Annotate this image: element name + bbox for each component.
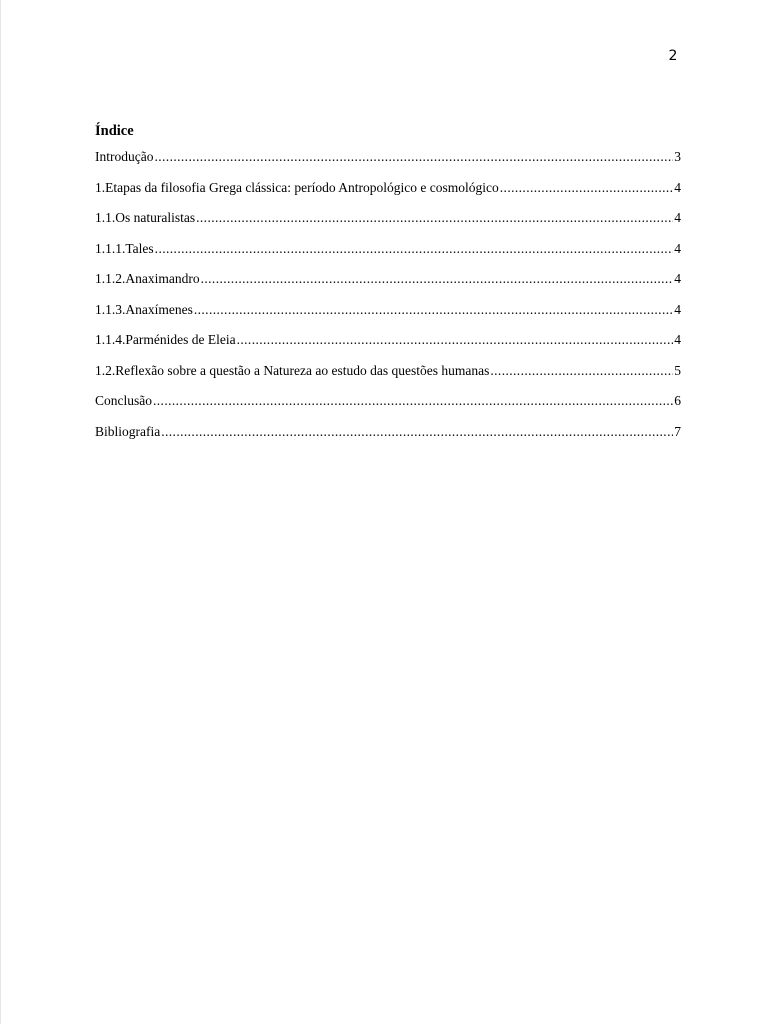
toc-entry[interactable] (95, 362, 681, 380)
dot-leader (500, 179, 673, 197)
toc-entry-title: 1.1.2.Anaximandro (95, 271, 200, 286)
dot-leader (155, 240, 674, 258)
toc-heading: Índice (95, 123, 134, 139)
dot-leader (237, 331, 674, 349)
toc-entry-page: 6 (674, 393, 681, 408)
toc-entry[interactable] (95, 270, 681, 288)
toc-entry-page: 4 (674, 179, 681, 195)
toc-entry-title: 1.2.Reflexão sobre a questão a Natureza ao estudo das questões humanas (95, 362, 490, 378)
toc-entry-title: 1.1.1.Tales (95, 240, 154, 256)
toc-entry-page: 5 (674, 362, 681, 378)
toc-entry-title: 1.1.3.Anaxímenes (95, 301, 193, 317)
toc-entry-page: 7 (674, 423, 681, 439)
toc-entry-page: 4 (674, 240, 681, 256)
toc-entry-page: 4 (674, 301, 681, 317)
table-of-contents (95, 148, 681, 453)
toc-entry-page: 3 (674, 149, 681, 164)
toc-entry-page: 4 (674, 210, 681, 225)
dot-leader (154, 148, 673, 166)
toc-entry[interactable] (95, 240, 681, 258)
toc-entry[interactable] (95, 392, 681, 410)
toc-entry-title: 1.Etapas da filosofia Grega clássica: período Antropológico e cosmológico (95, 179, 499, 195)
toc-entry[interactable] (95, 209, 681, 227)
dot-leader (194, 301, 673, 319)
toc-entry[interactable] (95, 301, 681, 319)
toc-entry[interactable] (95, 331, 681, 349)
toc-entry-page: 4 (674, 332, 681, 347)
toc-entry-title: Bibliografia (95, 423, 161, 439)
toc-entry-title: Conclusão (95, 393, 152, 408)
dot-leader (490, 362, 673, 380)
dot-leader (196, 209, 673, 227)
toc-entry-page: 4 (674, 271, 681, 286)
dot-leader (161, 423, 673, 441)
toc-entry-title: Introdução (95, 149, 154, 164)
toc-entry[interactable] (95, 179, 681, 197)
toc-entry[interactable] (95, 423, 681, 441)
page-number: 2 (668, 48, 678, 64)
toc-entry-title: 1.1.4.Parménides de Eleia (95, 332, 236, 347)
toc-entry-title: 1.1.Os naturalistas (95, 210, 196, 225)
dot-leader (201, 270, 674, 288)
toc-entry[interactable] (95, 148, 681, 166)
dot-leader (153, 392, 673, 410)
